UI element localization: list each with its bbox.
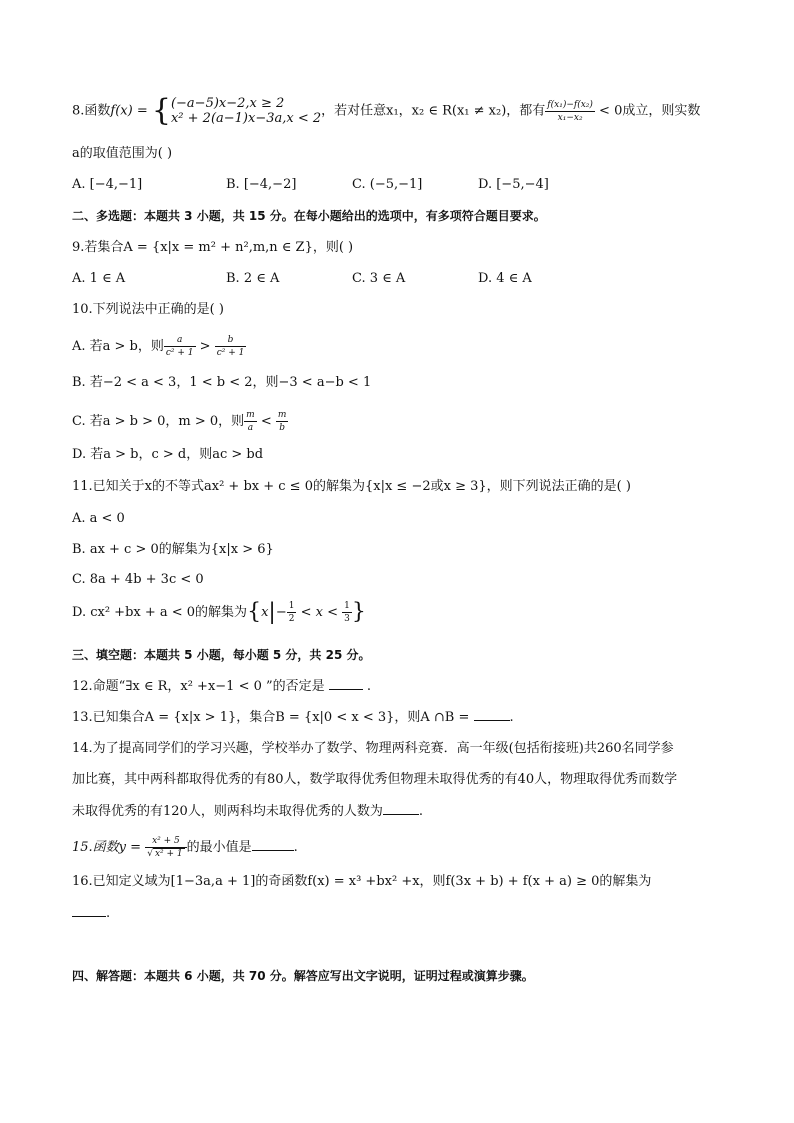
- q11-d-rbrace: }: [351, 599, 366, 625]
- q8-brace: {: [151, 93, 171, 128]
- q10-a-gt: >: [195, 339, 215, 354]
- q10-c-frac1: [244, 410, 257, 433]
- q16-end: .: [106, 906, 111, 921]
- q10-option-c: [72, 410, 288, 433]
- q15-lead: 15.函数y =: [72, 840, 146, 855]
- section-4-heading: 四、解答题：本题共 6 小题，共 70 分。解答应写出文字说明，证明过程或演算步骤。: [72, 969, 534, 983]
- q13-answer-blank[interactable]: [474, 708, 510, 721]
- q11-d-mid: < x <: [296, 605, 343, 620]
- q8-frac-num: f(x₁)−f(x₂): [547, 99, 593, 110]
- q10-c-frac2: [276, 410, 289, 433]
- q15-frac-den: [145, 848, 186, 859]
- q11-d-minus: −: [275, 605, 287, 620]
- q11-d-frac2-num: 1: [344, 601, 350, 611]
- q10-option-a: [72, 335, 246, 358]
- q8-case1: (−a−5)x−2,x ≥ 2: [170, 96, 285, 111]
- q8-tail: < 0成立，则实数: [594, 103, 701, 119]
- section-3-heading: 三、填空题：本题共 5 小题，每小题 5 分，共 25 分。: [72, 648, 371, 662]
- q8-condition: ，若对任意x₁，x₂ ∈ R(x₁ ≠ x₂)，都有: [321, 103, 546, 119]
- q14-line3-text: 未取得优秀的有120人，则两科均未取得优秀的人数为: [72, 804, 383, 819]
- q8-fx: f(x) =: [110, 103, 152, 119]
- q9-stem: 9.若集合A = {x|x = m² + n²,m,n ∈ Z}，则( ): [72, 240, 354, 255]
- q15-answer-blank[interactable]: [252, 838, 294, 851]
- q8-piecewise: [171, 96, 321, 126]
- q10-c-frac2-num: m: [277, 410, 287, 420]
- q9-option-b: B. 2 ∈ A: [226, 271, 280, 286]
- q10-a-frac1-num: a: [164, 335, 196, 347]
- q11-option-d: [72, 601, 366, 624]
- q11-d-x: x: [261, 605, 269, 620]
- q10-a-frac2-den: c² + 1: [216, 348, 245, 358]
- q8-option-c: C. (−5,−1]: [352, 177, 423, 192]
- q9-option-a: A. 1 ∈ A: [72, 271, 126, 286]
- q9-option-d: D. 4 ∈ A: [478, 271, 532, 286]
- q11-option-a: A. a < 0: [72, 511, 125, 526]
- q13-line: [72, 708, 514, 727]
- q16-line2: [72, 904, 110, 923]
- q12-line: [72, 677, 371, 696]
- q15-frac-num: x² + 5: [145, 836, 186, 848]
- q8-case2: x² + 2(a−1)x−3a,x < 2: [170, 111, 322, 126]
- q10-a-frac1: [164, 335, 196, 358]
- q11-d-lead: D. cx² +bx + a < 0的解集为: [72, 605, 248, 620]
- q12-answer-blank[interactable]: [329, 677, 363, 690]
- q11-option-b: B. ax + c > 0的解集为{x|x > 6}: [72, 542, 274, 557]
- q14-line1: 14.为了提高同学们的学习兴趣，学校举办了数学、物理两科竞赛．高一年级(包括衔接班)共260名同学参: [72, 741, 674, 756]
- q11-d-bar: |: [268, 599, 276, 625]
- q14-line2: 加比赛，其中两科都取得优秀的有80人，数学取得优秀但物理未取得优秀的有40人，物理取得优秀而数学: [72, 772, 678, 787]
- q10-c-frac2-den: b: [279, 423, 286, 433]
- q11-option-c: C. 8a + 4b + 3c < 0: [72, 572, 204, 587]
- q15-sqrt-body: x² + 1: [154, 849, 183, 859]
- q8-frac-den: x₁−x₂: [557, 112, 583, 123]
- q10-stem: 10.下列说法中正确的是( ): [72, 302, 224, 317]
- q8-line2: a的取值范围为( ): [72, 146, 173, 161]
- q10-c-lead: C. 若a > b > 0，m > 0，则: [72, 414, 245, 429]
- q16-line1: 16.已知定义域为[1−3a,a + 1]的奇函数f(x) = x³ +bx² +x，则f(3x + b) + f(x + a) ≥ 0的解集为: [72, 874, 652, 889]
- q10-option-b: B. 若−2 < a < 3，1 < b < 2，则−3 < a−b < 1: [72, 375, 372, 390]
- q10-a-frac1-den: c² + 1: [165, 348, 194, 358]
- section-2-heading: 二、多选题：本题共 3 小题，共 15 分。在每小题给出的选项中，有多项符合题目要求。: [72, 209, 546, 223]
- q15-end: .: [293, 840, 298, 855]
- q10-option-d: D. 若a > b，c > d，则ac > bd: [72, 447, 264, 462]
- q13-end: .: [509, 710, 514, 725]
- q15-tail: 的最小值是: [186, 840, 252, 855]
- q15-sqrt-sign: √: [147, 849, 153, 859]
- q16-answer-blank[interactable]: [72, 904, 106, 917]
- q15-line: [72, 836, 298, 859]
- q14-answer-blank[interactable]: [383, 802, 419, 815]
- q11-d-frac1-den: 2: [288, 614, 295, 624]
- q8-lead: 函数: [84, 103, 111, 119]
- q10-c-lt: <: [256, 414, 276, 429]
- q15-fraction: [145, 836, 186, 859]
- q12-end: .: [362, 679, 372, 694]
- q10-a-lead: A. 若a > b，则: [72, 339, 164, 354]
- q10-a-frac2-num: b: [215, 335, 247, 347]
- q8-option-a: A. [−4,−1]: [72, 177, 143, 192]
- q8-stem: [72, 93, 701, 128]
- q10-a-frac2: [215, 335, 247, 358]
- q11-d-frac2: [342, 601, 352, 624]
- q11-d-frac2-den: 3: [344, 614, 350, 624]
- q11-d-frac1: [287, 601, 297, 624]
- q9-option-c: C. 3 ∈ A: [352, 271, 406, 286]
- q8-option-d: D. [−5,−4]: [478, 177, 549, 192]
- q12-stem: 12.命题“∃x ∈ R，x² +x−1 < 0 ”的否定是: [72, 679, 325, 694]
- q8-option-b: B. [−4,−2]: [226, 177, 297, 192]
- q14-end: .: [418, 804, 423, 819]
- q14-line3: [72, 802, 423, 821]
- q13-stem: 13.已知集合A = {x|x > 1}，集合B = {x|0 < x < 3}，则A ∩B =: [72, 710, 470, 725]
- q11-d-lbrace: {: [247, 599, 262, 625]
- q10-c-frac1-den: a: [247, 423, 254, 433]
- q8-number: 8.: [72, 103, 85, 119]
- q11-stem: 11.已知关于x的不等式ax² + bx + c ≤ 0的解集为{x|x ≤ −2或x ≥ 3}，则下列说法正确的是( ): [72, 479, 631, 494]
- q10-c-frac1-num: m: [246, 410, 255, 420]
- q8-fraction: [545, 100, 595, 123]
- q11-d-frac1-num: 1: [288, 601, 295, 611]
